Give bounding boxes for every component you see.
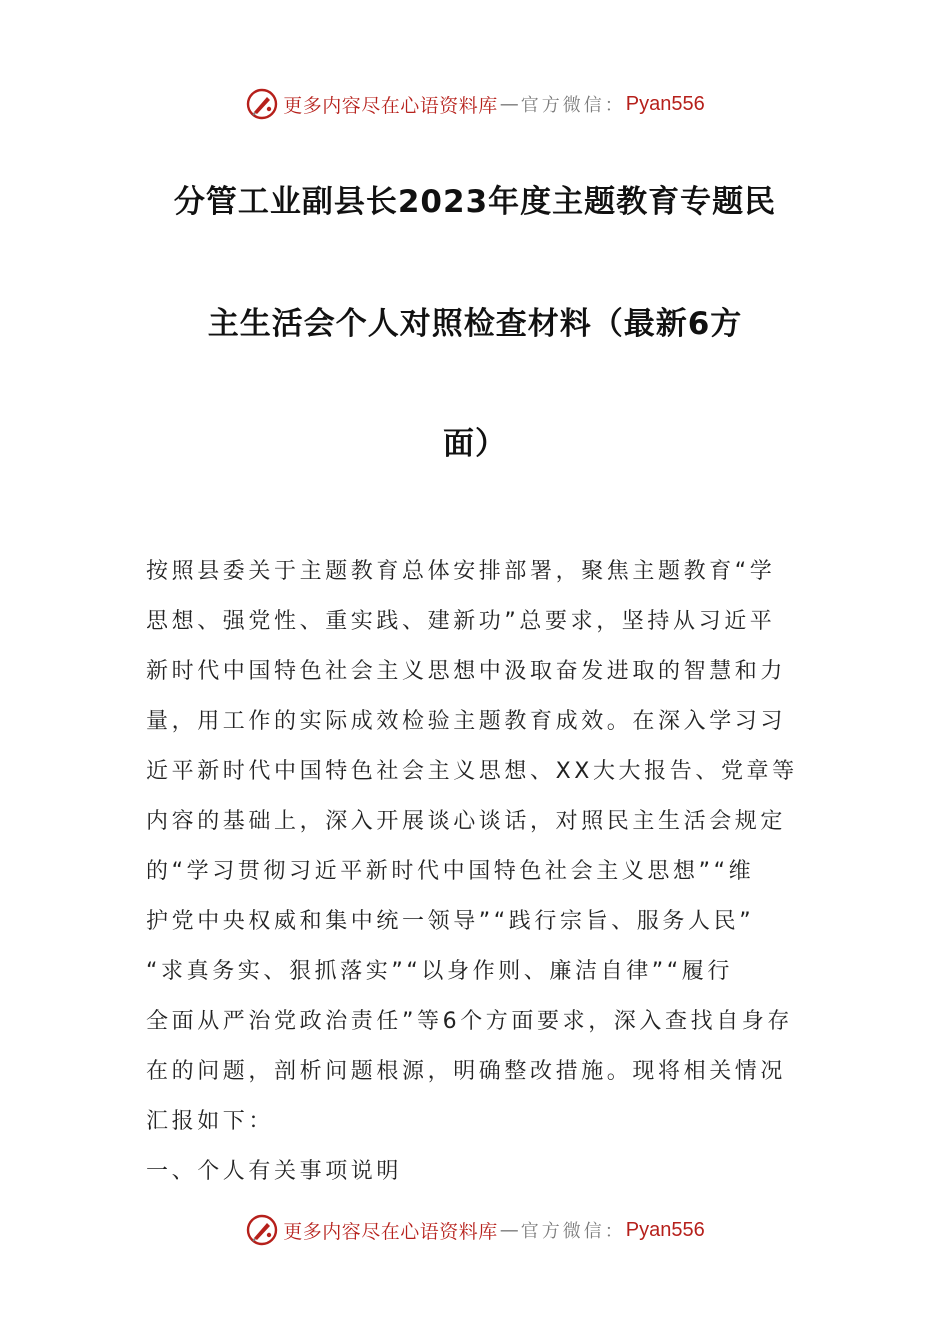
header-banner [0, 84, 950, 124]
pen-circle-logo-icon [245, 87, 279, 121]
footer-banner [0, 1210, 950, 1250]
wechat-id: Pyan556 [625, 92, 705, 115]
paragraph-line: 的“学习贯彻习近平新时代中国特色社会主义思想”“维 [146, 859, 755, 884]
banner-dash: — [499, 1219, 519, 1241]
official-wechat-label: 官方微信： [520, 95, 626, 116]
official-wechat-label: 官方微信： [520, 1221, 626, 1242]
wechat-id: Pyan556 [625, 1218, 705, 1241]
paragraph-line: 内容的基础上，深入开展谈心谈话，对照民主生活会规定 [146, 809, 787, 834]
section-heading: 一、个人有关事项说明 [146, 1159, 403, 1184]
document-title-line-1: 分管工业副县长2023年度主题教育专题民 [173, 184, 777, 220]
paragraph-line: 护党中央权威和集中统一领导”“践行宗旨、服务人民” [146, 909, 755, 934]
promo-text: 更多内容尽在心语资料库 [283, 1220, 498, 1243]
paragraph-line: 思想、强党性、重实践、建新功”总要求，坚持从习近平 [146, 609, 776, 634]
document-title-line-2: 主生活会个人对照检查材料（最新6方 [207, 306, 743, 342]
paragraph-line: 新时代中国特色社会主义思想中汲取奋发进取的智慧和力 [146, 659, 787, 684]
document-title-line-3: 面） [443, 426, 507, 462]
paragraph-line: “求真务实、狠抓落实”“以身作则、廉洁自律”“履行 [146, 959, 733, 984]
pen-circle-logo-icon [245, 1213, 279, 1247]
paragraph-line: 近平新时代中国特色社会主义思想、XX大大报告、党章等 [146, 759, 798, 784]
paragraph-line: 汇报如下： [146, 1109, 275, 1134]
paragraph-line: 在的问题，剖析问题根源，明确整改措施。现将相关情况 [146, 1059, 787, 1084]
promo-text: 更多内容尽在心语资料库 [283, 94, 498, 117]
paragraph-line: 按照县委关于主题教育总体安排部署，聚焦主题教育“学 [146, 559, 776, 584]
paragraph-line: 全面从严治党政治责任”等6个方面要求，深入查找自身存 [146, 1009, 793, 1034]
banner-dash: — [499, 93, 519, 115]
paragraph-line: 量，用工作的实际成效检验主题教育成效。在深入学习习 [146, 709, 787, 734]
